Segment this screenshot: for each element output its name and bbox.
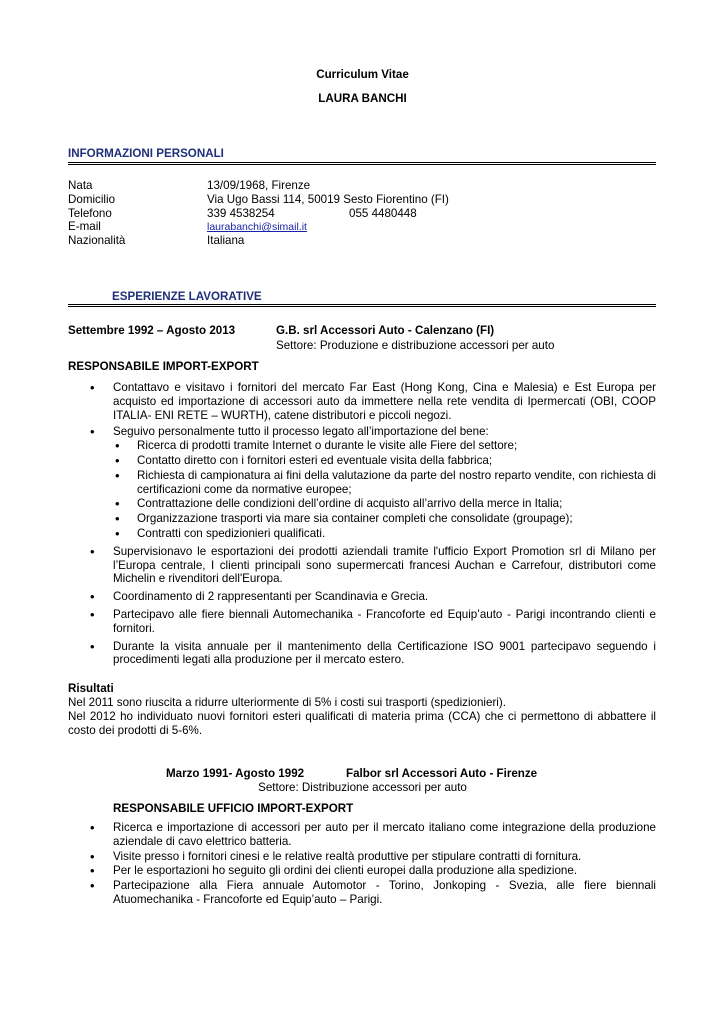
info-row-nationality bbox=[68, 234, 668, 248]
sub-list-item: • Organizzazione trasporti via mare sia container completi che consolidate (groupage); bbox=[113, 512, 656, 526]
list-item: • Per le esportazioni ho seguito gli ordini dei clienti europei dalla produzione alla spedizione. bbox=[113, 864, 656, 878]
job2-sector: Settore: Distribuzione accessori per auto bbox=[258, 781, 467, 794]
list-item-text: Seguivo personalmente tutto il processo legato all’importazione del bene: bbox=[113, 425, 489, 439]
info-label: Domicilio bbox=[68, 192, 116, 206]
info-value: Italiana bbox=[207, 234, 245, 248]
info-value: Via Ugo Bassi 114, 50019 Sesto Fiorentino (FI) bbox=[207, 192, 449, 206]
list-item: • Partecipavo alle fiere biennali Automechanika - Francoforte ed Equip’auto - Parigi incontrando clienti e fornitori. bbox=[113, 608, 656, 636]
list-item: • Ricerca e importazione di accessori per auto per il mercato italiano come integrazione della produzione aziendale di cavo elettrico batteria. bbox=[113, 821, 656, 849]
job1-bullet-list bbox=[113, 381, 656, 667]
info-label: E-mail bbox=[68, 220, 101, 234]
info-label: Telefono bbox=[68, 206, 112, 220]
job1-sub-list bbox=[113, 439, 656, 541]
results-title: Risultati bbox=[68, 682, 114, 695]
job2-period: Marzo 1991- Agosto 1992 bbox=[166, 767, 305, 780]
result-item: Nel 2012 ho individuato nuovi fornitori esteri qualificati di materia prima (CCA) che ci permettono di abbattere il costo dei prodotti di 5-6%. bbox=[68, 709, 656, 737]
document-title: Curriculum Vitae bbox=[316, 68, 409, 81]
personal-info-block bbox=[68, 179, 668, 248]
info-value-secondary: 055 4480448 bbox=[349, 206, 417, 220]
info-label: Nazionalità bbox=[68, 234, 126, 248]
job2-role: RESPONSABILE UFFICIO IMPORT-EXPORT bbox=[113, 802, 354, 815]
job2-bullet-list bbox=[113, 821, 656, 907]
info-row-phone bbox=[68, 207, 668, 221]
list-item: • Supervisionavo le esportazioni dei prodotti aziendali tramite l'ufficio Export Promotion srl di Milano per l’Europa centrale, I clienti principali sono supermercati francesi Auchan e Carrefour, distributori come Michelin e rivenditori dell'Europa. bbox=[113, 545, 656, 586]
list-item: • Partecipazione alla Fiera annuale Automotor - Torino, Jonkoping - Svezia, alle fiere biennali Atuomechanika - Francoforte ed Equip’auto – Parigi. bbox=[113, 879, 656, 907]
job1-company: G.B. srl Accessori Auto - Calenzano (FI) bbox=[276, 324, 495, 337]
sub-list-item: • Contrattazione delle condizioni dell’ordine di acquisto all’arrivo della merce in Italia; bbox=[113, 497, 656, 511]
list-item: • Contattavo e visitavo i fornitori del mercato Far East (Hong Kong, Cina e Malesia) e Est Europa per acquisto ed importazione di accessori auto da immettere nella rete vendita di Ipermercati (OBI, COOP ITALIA- ENI RETE – WURTH), catene distributori e piccoli negozi. bbox=[113, 381, 656, 422]
job1-sector: Settore: Produzione e distribuzione accessori per auto bbox=[276, 339, 555, 352]
job2-company: Falbor srl Accessori Auto - Firenze bbox=[346, 767, 538, 780]
info-row-email bbox=[68, 220, 668, 234]
section-rule bbox=[68, 162, 656, 165]
section-title-personal: INFORMAZIONI PERSONALI bbox=[68, 147, 224, 160]
list-item: • Durante la visita annuale per il mantenimento della Certificazione ISO 9001 partecipavo seguendo i procedimenti legati alla produzione per il mercato estero. bbox=[113, 640, 656, 668]
section-title-experience: ESPERIENZE LAVORATIVE bbox=[112, 290, 262, 303]
results-text bbox=[68, 696, 656, 737]
section-rule bbox=[68, 304, 656, 307]
info-value: 339 4538254 bbox=[207, 206, 275, 220]
email-link[interactable]: laurabanchi@simail.it bbox=[207, 221, 307, 234]
sub-list-item: • Richiesta di campionatura ai fini della valutazione da parte del nostro reparto vendite, con richiesta di certificazioni come da normative europee; bbox=[113, 469, 656, 497]
sub-list-item: • Contatto diretto con i fornitori esteri ed eventuale visita della fabbrica; bbox=[113, 454, 656, 468]
result-item: Nel 2011 sono riuscita a ridurre ulteriormente di 5% i costi sui trasporti (spedizionieri). bbox=[68, 696, 506, 709]
info-label: Nata bbox=[68, 179, 93, 192]
job1-period: Settembre 1992 – Agosto 2013 bbox=[68, 324, 236, 337]
sub-list-item: • Contratti con spedizionieri qualificati. bbox=[113, 527, 656, 541]
person-name: LAURA BANCHI bbox=[318, 92, 407, 105]
job1-role: RESPONSABILE IMPORT-EXPORT bbox=[68, 360, 259, 373]
info-row-birth bbox=[68, 179, 668, 193]
list-item: • Visite presso i fornitori cinesi e le relative realtà produttive per stipulare contratti di fornitura. bbox=[113, 850, 656, 864]
list-item bbox=[113, 425, 656, 540]
sub-list-item: • Ricerca di prodotti tramite Internet o durante le visite alle Fiere del settore; bbox=[113, 439, 656, 453]
info-value: 13/09/1968, Firenze bbox=[207, 179, 311, 192]
list-item: • Coordinamento di 2 rappresentanti per Scandinavia e Grecia. bbox=[113, 590, 656, 604]
info-row-address bbox=[68, 193, 668, 207]
